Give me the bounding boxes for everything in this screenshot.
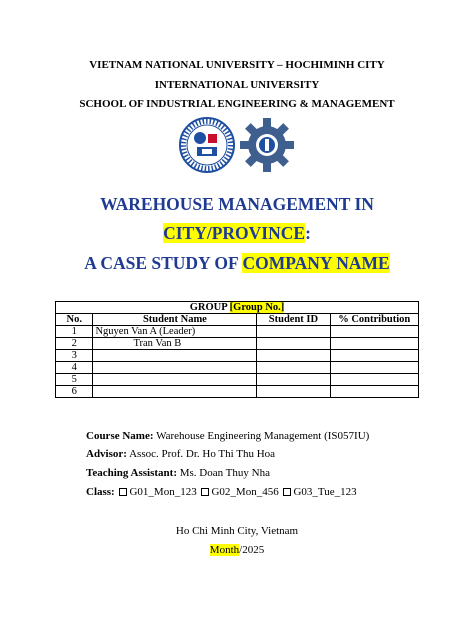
gear-logo (238, 116, 296, 174)
school-name: SCHOOL OF INDUSTRIAL ENGINEERING & MANAGEMENT (79, 98, 395, 110)
table-row (56, 374, 419, 386)
column-header-row (56, 314, 419, 326)
col-student-name-header: Student Name (93, 314, 257, 326)
advisor-line (86, 447, 275, 461)
class-line (86, 485, 357, 499)
city-placeholder: CITY/PROVINCE (163, 223, 306, 243)
row-contribution (330, 386, 418, 398)
ta-label: Teaching Assistant: (86, 467, 177, 479)
institution-name: INTERNATIONAL UNIVERSITY (154, 79, 320, 91)
col-student-id-header: Student ID (257, 314, 330, 326)
year-suffix: /2025 (239, 544, 265, 556)
class-label: Class: (86, 486, 115, 498)
report-title-line3 (0, 251, 474, 275)
row-student-id (257, 386, 330, 398)
row-no: 1 (56, 326, 93, 338)
table-row (56, 326, 419, 338)
class-option-label: G03_Tue_123 (293, 486, 357, 498)
location-line: Ho Chi Minh City, Vietnam (175, 525, 299, 537)
row-no: 4 (56, 362, 93, 374)
class-option-checkbox-icon[interactable] (119, 488, 127, 496)
group-title-cell (56, 302, 419, 314)
row-student-name (93, 374, 257, 386)
date-line (0, 543, 474, 557)
row-student-name: Tran Van B (93, 338, 257, 350)
row-contribution (330, 362, 418, 374)
row-no: 5 (56, 374, 93, 386)
row-no: 2 (56, 338, 93, 350)
class-option-checkbox-icon[interactable] (283, 488, 291, 496)
row-contribution (330, 350, 418, 362)
group-header-row (56, 302, 419, 314)
table-row (56, 338, 419, 350)
class-option-label: G02_Mon_456 (211, 486, 279, 498)
row-no: 6 (56, 386, 93, 398)
row-contribution (330, 338, 418, 350)
group-number-placeholder: [Group No.] (229, 302, 285, 313)
advisor-label: Advisor: (86, 448, 127, 460)
col-contribution-header: % Contribution (330, 314, 418, 326)
row-contribution (330, 326, 418, 338)
row-student-id (257, 374, 330, 386)
class-option-label: G01_Mon_123 (129, 486, 197, 498)
table-row (56, 362, 419, 374)
col-no-header: No. (56, 314, 93, 326)
case-study-prefix: A CASE STUDY OF (84, 253, 243, 273)
row-student-id (257, 326, 330, 338)
course-label: Course Name: (86, 430, 154, 442)
report-title-line1: WAREHOUSE MANAGEMENT IN (100, 194, 374, 214)
company-placeholder: COMPANY NAME (242, 253, 390, 273)
teaching-assistant-line (86, 466, 270, 480)
row-student-name (93, 350, 257, 362)
course-value: Warehouse Engineering Management (IS057IU) (153, 430, 370, 442)
title-colon: : (305, 223, 311, 243)
logo-row (0, 116, 474, 174)
table-row (56, 386, 419, 398)
class-option-checkbox-icon[interactable] (201, 488, 209, 496)
row-student-id (257, 338, 330, 350)
university-seal-logo (178, 116, 236, 174)
report-title-line2 (0, 221, 474, 245)
advisor-value: Assoc. Prof. Dr. Ho Thi Thu Hoa (126, 448, 276, 460)
row-student-name (93, 362, 257, 374)
row-student-id (257, 362, 330, 374)
course-name-line (86, 429, 369, 443)
row-no: 3 (56, 350, 93, 362)
ta-value: Ms. Doan Thuy Nha (176, 467, 270, 479)
table-row (56, 350, 419, 362)
group-label: GROUP (189, 302, 230, 313)
row-student-id (257, 350, 330, 362)
group-members-table (55, 301, 419, 398)
university-name: VIETNAM NATIONAL UNIVERSITY – HOCHIMINH CITY (89, 59, 385, 71)
row-contribution (330, 374, 418, 386)
month-placeholder: Month (209, 544, 240, 556)
row-student-name (93, 386, 257, 398)
row-student-name: Nguyen Van A (Leader) (93, 326, 257, 338)
